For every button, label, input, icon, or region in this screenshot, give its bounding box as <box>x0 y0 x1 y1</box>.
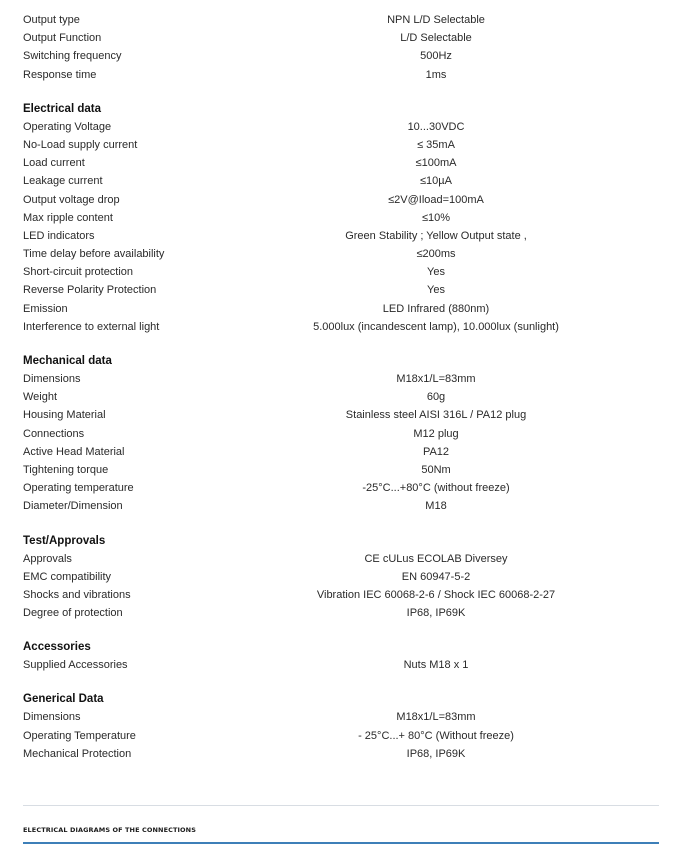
spec-row-connections <box>23 425 663 443</box>
spec-label: Output Function <box>23 32 102 45</box>
spec-value: Nuts M18 x 1 <box>403 659 469 672</box>
spec-value: Green Stability ; Yellow Output state , <box>345 229 527 242</box>
accent-divider <box>23 842 659 844</box>
spec-row-approvals <box>23 550 663 568</box>
spec-label: Weight <box>23 391 58 404</box>
section-generical-data <box>23 690 663 763</box>
spec-label: Reverse Polarity Protection <box>23 284 157 297</box>
spec-label: No-Load supply current <box>23 138 138 151</box>
spec-value: ≤100mA <box>415 157 457 170</box>
spec-label: Connections <box>23 427 85 440</box>
spec-label: Emission <box>23 302 68 315</box>
spec-row-output-voltage-drop <box>23 191 663 209</box>
spec-value: 50Nm <box>421 463 451 476</box>
spec-row-time-delay <box>23 245 663 263</box>
spec-value: L/D Selectable <box>400 32 472 45</box>
spec-value: ≤2V@Iload=100mA <box>388 193 484 206</box>
spec-label: Short-circuit protection <box>23 266 134 279</box>
spec-row-output-type <box>23 11 663 29</box>
spec-row-dimensions <box>23 370 663 388</box>
spec-row-housing-material <box>23 406 663 424</box>
spec-value: M18 <box>425 500 447 513</box>
spec-row-mechanical-protection <box>23 745 663 763</box>
spec-label: EMC compatibility <box>23 570 112 583</box>
spec-row-tightening-torque <box>23 461 663 479</box>
spec-row-weight <box>23 388 663 406</box>
section-title: Generical Data <box>23 693 104 706</box>
spec-value: ≤200ms <box>416 248 456 261</box>
spec-label: Diameter/Dimension <box>23 500 123 513</box>
spec-row-emc <box>23 568 663 586</box>
section-divider <box>23 805 659 806</box>
section-electrical-data <box>23 100 663 336</box>
spec-label: Active Head Material <box>23 445 125 458</box>
spec-label: Max ripple content <box>23 211 113 224</box>
spec-row-led-indicators <box>23 227 663 245</box>
spec-value: 10...30VDC <box>407 120 465 133</box>
spec-value: 1ms <box>425 68 447 81</box>
spec-row-diameter <box>23 497 663 515</box>
electrical-diagrams-heading: ELECTRICAL DIAGRAMS OF THE CONNECTIONS <box>23 826 196 834</box>
spec-label: Degree of protection <box>23 607 123 620</box>
spec-label: Housing Material <box>23 409 106 422</box>
spec-value: ≤ 35mA <box>417 138 455 151</box>
spec-label: Shocks and vibrations <box>23 588 131 601</box>
spec-label: Time delay before availability <box>23 248 165 261</box>
spec-value: 5.000lux (incandescent lamp), 10.000lux (sunlight) <box>313 320 559 333</box>
spec-row-short-circuit <box>23 263 663 281</box>
spec-value: Vibration IEC 60068-2-6 / Shock IEC 60068-2-27 <box>316 588 556 601</box>
spec-row-switching-frequency <box>23 47 663 65</box>
spec-label: Interference to external light <box>23 320 160 333</box>
spec-label: Dimensions <box>23 373 81 385</box>
spec-value: Stainless steel AISI 316L / PA12 plug <box>345 409 527 422</box>
spec-value: PA12 <box>422 445 450 458</box>
spec-value: CE cULus ECOLAB Diversey <box>364 552 508 565</box>
spec-row-operating-temperature <box>23 727 663 745</box>
section-title: Mechanical data <box>23 355 112 367</box>
spec-label: Switching frequency <box>23 50 122 63</box>
spec-row-operating-temperature <box>23 479 663 497</box>
section-title: Electrical data <box>23 102 101 115</box>
spec-label: Operating Voltage <box>23 120 112 133</box>
spec-row-emission <box>23 300 663 318</box>
spec-row-operating-voltage <box>23 118 663 136</box>
spec-label: Mechanical Protection <box>23 747 132 760</box>
spec-label: Output voltage drop <box>23 193 120 206</box>
spec-sheet <box>23 11 663 763</box>
spec-row-leakage-current <box>23 172 663 190</box>
spec-value: -25°C...+80°C (without freeze) <box>362 482 510 495</box>
spec-label: Load current <box>23 157 85 170</box>
section-title: Test/Approvals <box>23 534 106 547</box>
spec-label: Approvals <box>23 552 72 565</box>
spec-row-dimensions <box>23 708 663 726</box>
spec-value: IP68, IP69K <box>406 747 466 760</box>
spec-label: Output type <box>23 14 80 26</box>
spec-value: - 25°C...+ 80°C (Without freeze) <box>358 729 514 742</box>
spec-value: 500Hz <box>420 50 452 63</box>
spec-row-no-load-current <box>23 136 663 154</box>
spec-value: Yes <box>427 284 445 297</box>
spec-row-max-ripple <box>23 209 663 227</box>
spec-label: Operating Temperature <box>23 729 136 742</box>
spec-row-output-function <box>23 29 663 47</box>
spec-row-reverse-polarity <box>23 281 663 299</box>
spec-label: Tightening torque <box>23 463 109 476</box>
spec-row-degree-of-protection <box>23 604 663 622</box>
spec-label: LED indicators <box>23 229 95 242</box>
spec-value: M18x1/L=83mm <box>396 373 476 385</box>
spec-row-response-time <box>23 66 663 84</box>
spec-value: 60g <box>426 391 446 404</box>
spec-value: NPN L/D Selectable <box>387 14 485 26</box>
spec-label: Leakage current <box>23 175 103 188</box>
spec-value: IP68, IP69K <box>406 607 466 620</box>
spec-label: Supplied Accessories <box>23 659 128 672</box>
spec-row-active-head-material <box>23 443 663 461</box>
spec-label: Response time <box>23 68 97 81</box>
section-title: Accessories <box>23 641 91 654</box>
section-test-approvals <box>23 532 663 623</box>
spec-label: Operating temperature <box>23 482 134 495</box>
section-accessories <box>23 638 663 674</box>
spec-value: ≤10µA <box>420 175 452 188</box>
section-output <box>23 11 663 84</box>
spec-row-supplied-accessories <box>23 656 663 674</box>
spec-value: M12 plug <box>413 427 459 440</box>
spec-value: Yes <box>427 266 445 279</box>
spec-value: M18x1/L=83mm <box>396 711 476 724</box>
spec-value: EN 60947-5-2 <box>401 570 471 583</box>
section-mechanical-data <box>23 352 663 516</box>
spec-row-interference <box>23 318 663 336</box>
spec-row-shocks-vibrations <box>23 586 663 604</box>
spec-value: ≤10% <box>421 211 451 224</box>
spec-label: Dimensions <box>23 711 81 724</box>
spec-value: LED Infrared (880nm) <box>382 302 490 315</box>
spec-row-load-current <box>23 154 663 172</box>
